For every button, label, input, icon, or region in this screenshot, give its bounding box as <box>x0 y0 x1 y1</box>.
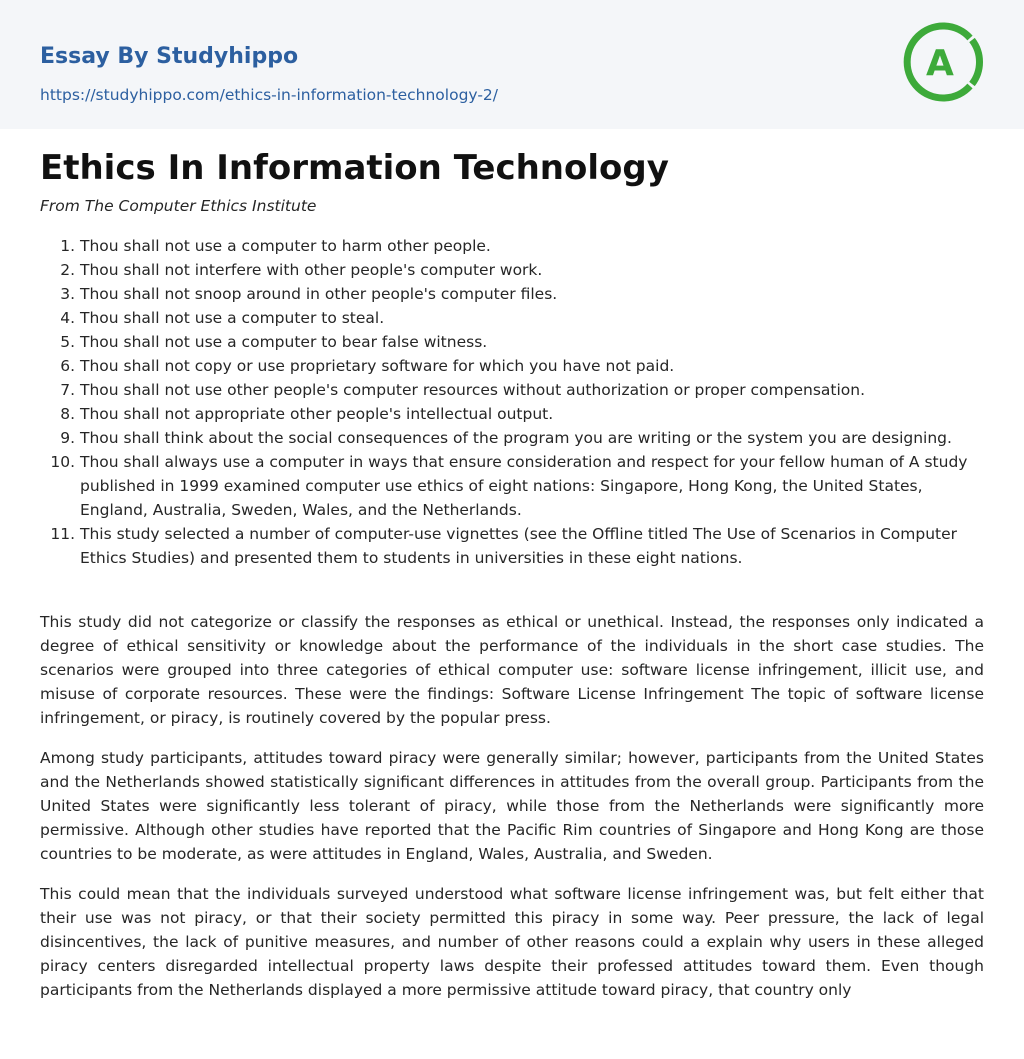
page-url-link[interactable]: https://studyhippo.com/ethics-in-information-technology-2/ <box>40 86 498 104</box>
list-item: 10. Thou shall always use a computer in ways that ensure consideration and respect for your fellow human of A study published in 1999 examined computer use ethics of eight nations: Singapore, Hong Kong, the United States, England, Australia, Sweden, Wales, and the Netherlands. <box>80 450 984 522</box>
list-item: 9. Thou shall think about the social consequences of the program you are writing or the system you are designing. <box>80 426 984 450</box>
brand-title: Essay By Studyhippo <box>40 44 299 69</box>
commandments-list <box>40 234 984 570</box>
article-title: Ethics In Information Technology <box>40 148 669 188</box>
article-body <box>40 610 984 1018</box>
list-item: 1. Thou shall not use a computer to harm other people. <box>80 234 984 258</box>
logo-letter: A <box>926 43 954 84</box>
body-paragraph: This study did not categorize or classify the responses as ethical or unethical. Instead, the responses only indicated a degree of ethical sensitivity or knowledge about the performance of the individuals in the short case studies. The scenarios were grouped into three categories of ethical computer use: software license infringement, illicit use, and misuse of corporate resources. These were the findings: Software License Infringement The topic of software license infringement, or piracy, is routinely covered by the popular press. <box>40 613 984 727</box>
site-header <box>0 0 1024 129</box>
list-item: 3. Thou shall not snoop around in other people's computer files. <box>80 282 984 306</box>
list-item: 11. This study selected a number of computer-use vignettes (see the Offline titled The Use of Scenarios in Computer Ethics Studies) and presented them to students in universities in these eight nations. <box>80 522 984 570</box>
article-subtitle: From The Computer Ethics Institute <box>40 197 317 215</box>
body-paragraph: This could mean that the individuals surveyed understood what software license infringement was, but felt either that their use was not piracy, or that their society permitted this piracy in some way. Peer pressure, the lack of legal disincentives, the lack of punitive measures, and number of other reasons could a explain why users in these alleged piracy centers disregarded intellectual property laws despite their professed attitudes toward them. Even though participants from the Netherlands displayed a more permissive attitude toward piracy, that country only <box>40 885 984 999</box>
list-item: 8. Thou shall not appropriate other people's intellectual output. <box>80 402 984 426</box>
list-item: 6. Thou shall not copy or use proprietary software for which you have not paid. <box>80 354 984 378</box>
body-paragraph: Among study participants, attitudes toward piracy were generally similar; however, participants from the United States and the Netherlands showed statistically significant differences in attitudes from the overall group. Participants from the United States were significantly less tolerant of piracy, while those from the Netherlands were significantly more permissive. Although other studies have reported that the Pacific Rim countries of Singapore and Hong Kong are those countries to be moderate, as were attitudes in England, Wales, Australia, and Sweden. <box>40 749 984 863</box>
list-item: 4. Thou shall not use a computer to steal. <box>80 306 984 330</box>
list-item: 7. Thou shall not use other people's computer resources without authorization or proper compensation. <box>80 378 984 402</box>
list-item: 5. Thou shall not use a computer to bear false witness. <box>80 330 984 354</box>
studyhippo-logo-icon[interactable] <box>900 20 984 104</box>
list-item: 2. Thou shall not interfere with other people's computer work. <box>80 258 984 282</box>
